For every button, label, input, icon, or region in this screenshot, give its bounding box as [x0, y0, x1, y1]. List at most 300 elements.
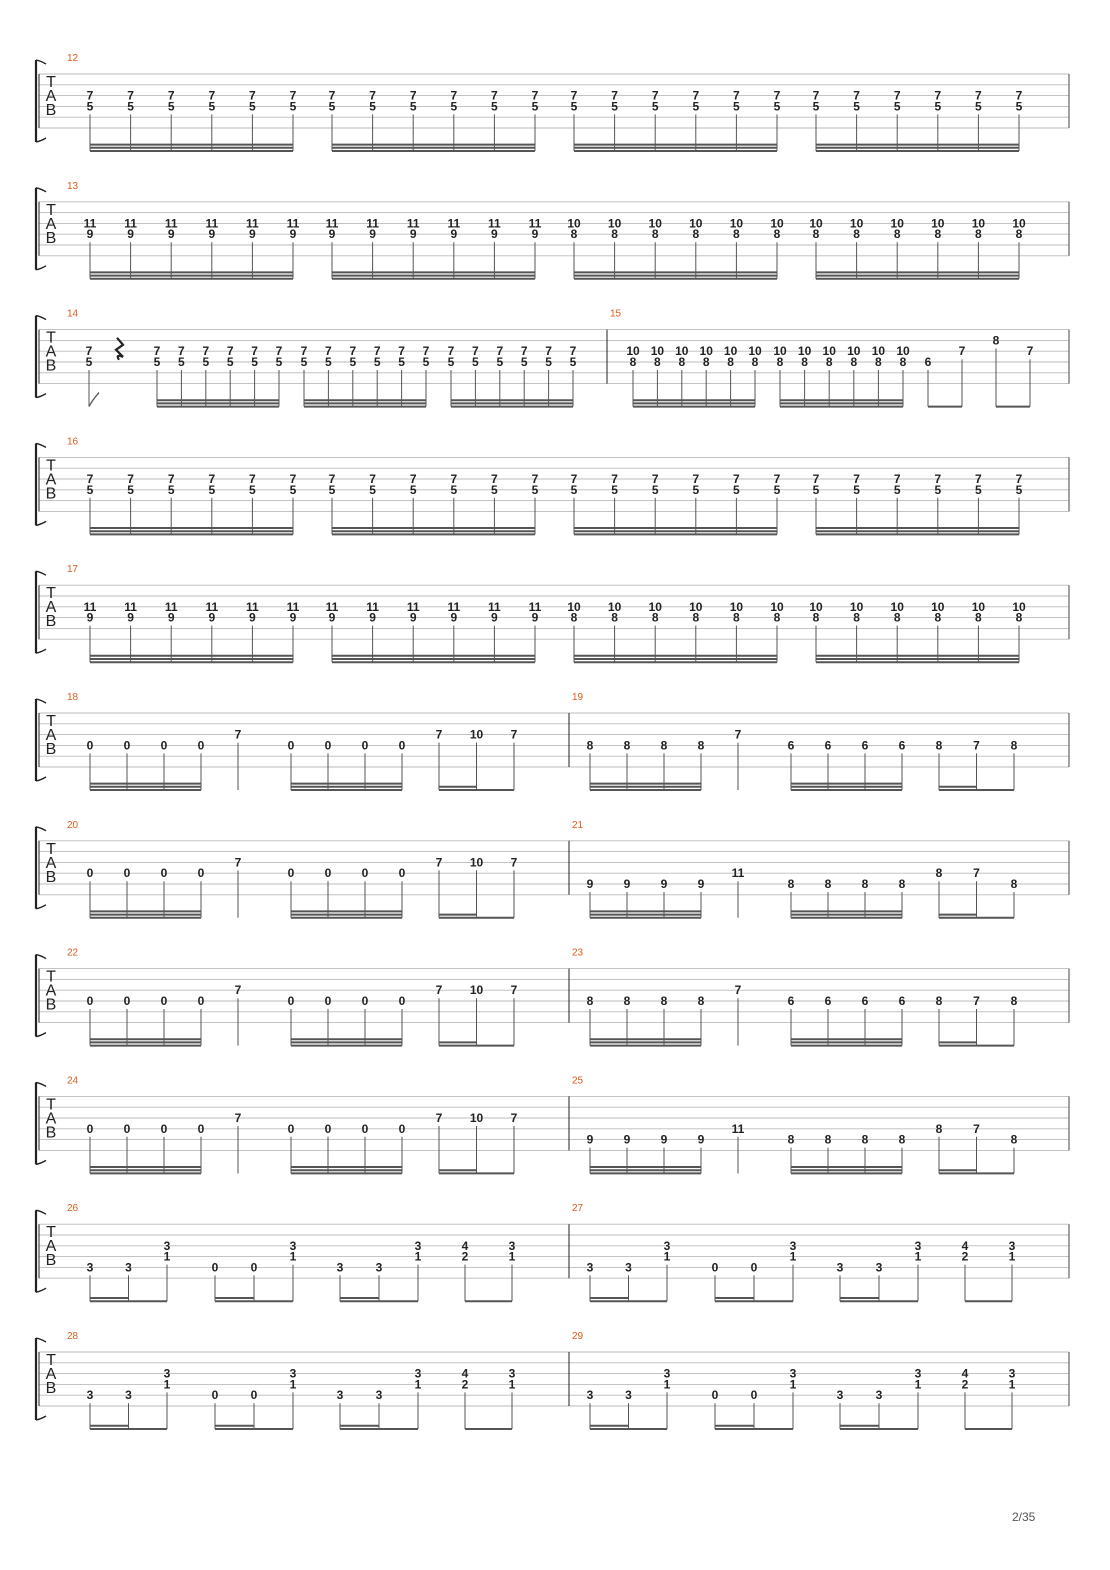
fret-number: 1 [663, 1377, 671, 1392]
fret-number: 5 [447, 355, 455, 369]
fret-number: 7 [328, 472, 336, 486]
measure-number: 27 [572, 1203, 584, 1215]
fret-number: 10 [469, 727, 484, 742]
fret-number: 0 [711, 1260, 719, 1275]
fret-number: 8 [975, 610, 982, 625]
fret-number: 5 [733, 99, 740, 114]
fret-number: 7 [812, 88, 820, 103]
fret-number: 8 [733, 227, 740, 242]
tab-system [36, 564, 1069, 662]
tab-clef-letter: B [45, 357, 57, 375]
fret-number: 9 [127, 610, 134, 625]
fret-number: 7 [569, 344, 577, 359]
fret-number: 8 [861, 1132, 869, 1147]
fret-number: 7 [153, 344, 161, 359]
measure-number: 29 [572, 1331, 584, 1342]
fret-number: 8 [586, 994, 594, 1008]
bracket-hook-top [36, 1082, 46, 1086]
measure-number: 21 [572, 819, 584, 831]
tab-system [36, 309, 1069, 407]
fret-number: 5 [373, 355, 381, 369]
fret-number: 1 [789, 1249, 797, 1264]
fret-number: 8 [611, 610, 618, 625]
fret-number: 5 [422, 355, 430, 369]
fret-number: 8 [702, 355, 710, 369]
fret-number: 7 [409, 88, 417, 103]
fret-number: 0 [160, 866, 168, 881]
fret-number: 5 [893, 99, 901, 114]
fret-number: 5 [127, 482, 134, 497]
fret-number: 5 [812, 482, 820, 497]
fret-number: 10 [849, 216, 864, 231]
note-flag [89, 393, 99, 407]
measure-number: 26 [67, 1203, 79, 1215]
fret-number: 8 [875, 355, 882, 369]
fret-number: 7 [249, 472, 256, 486]
fret-number: 7 [85, 344, 93, 359]
fret-number: 8 [776, 355, 784, 369]
tab-clef-letter: A [45, 215, 57, 233]
fret-number: 10 [931, 216, 945, 231]
fret-number: 0 [160, 1121, 168, 1136]
fret-number: 3 [875, 1260, 883, 1275]
fret-number: 9 [369, 610, 376, 625]
fret-number: 5 [208, 99, 216, 114]
fret-number: 1 [914, 1249, 922, 1264]
tab-clef-letter: T [46, 713, 56, 730]
fret-number: 7 [734, 983, 742, 998]
fret-number: 8 [654, 355, 661, 369]
fret-number: 5 [812, 99, 820, 114]
fret-number: 5 [289, 482, 297, 497]
fret-number: 5 [328, 482, 336, 497]
tab-clef-letter: A [45, 88, 57, 105]
fret-number: 5 [369, 99, 376, 114]
fret-number: 3 [86, 1260, 94, 1275]
fret-number: 7 [651, 472, 659, 486]
fret-number: 11 [124, 216, 137, 231]
fret-number: 11 [528, 216, 542, 231]
fret-number: 8 [898, 1132, 906, 1147]
fret-number: 5 [570, 99, 578, 114]
fret-number: 5 [167, 482, 175, 497]
fret-number: 0 [197, 1121, 205, 1136]
fret-number: 9 [531, 227, 539, 242]
fret-number: 0 [160, 738, 168, 753]
fret-number: 5 [934, 482, 942, 497]
fret-number: 8 [570, 227, 578, 242]
fret-number: 5 [251, 355, 258, 369]
fret-number: 7 [127, 472, 134, 486]
fret-number: 11 [488, 599, 501, 614]
tab-clef-letter: T [46, 74, 56, 91]
fret-number: 5 [202, 355, 210, 369]
fret-number: 10 [971, 599, 986, 614]
fret-number: 7 [531, 88, 539, 103]
fret-number: 8 [570, 610, 578, 625]
fret-number: 0 [211, 1388, 219, 1403]
fret-number: 5 [85, 355, 93, 369]
fret-number: 7 [328, 88, 336, 103]
fret-number: 11 [124, 599, 137, 614]
fret-number: 7 [893, 472, 901, 486]
fret-number: 8 [787, 877, 795, 891]
fret-number: 0 [160, 994, 168, 1008]
fret-number: 3 [86, 1388, 94, 1403]
fret-number: 10 [567, 599, 581, 614]
fret-number: 0 [287, 866, 295, 881]
fret-number: 5 [692, 482, 700, 497]
fret-number: 7 [531, 472, 539, 486]
fret-number: 7 [369, 88, 376, 103]
fret-number: 7 [773, 88, 781, 103]
fret-number: 10 [797, 344, 812, 359]
fret-number: 6 [861, 994, 869, 1008]
fret-number: 7 [973, 994, 980, 1008]
tab-system [36, 53, 1069, 151]
fret-number: 7 [510, 1111, 518, 1125]
fret-number: 7 [973, 866, 980, 881]
fret-number: 7 [1026, 344, 1034, 359]
fret-number: 10 [931, 599, 945, 614]
fret-number: 7 [545, 344, 552, 359]
fret-number: 7 [973, 1121, 980, 1136]
fret-number: 3 [663, 1366, 671, 1381]
tab-clef-letter: A [45, 599, 57, 617]
fret-number: 7 [520, 344, 528, 359]
fret-number: 5 [651, 99, 659, 114]
fret-number: 7 [491, 472, 498, 486]
fret-number: 9 [623, 877, 631, 891]
fret-number: 7 [510, 983, 518, 998]
measure-number: 14 [67, 308, 79, 320]
fret-number: 7 [975, 88, 982, 103]
fret-number: 3 [375, 1388, 383, 1403]
tab-clef-letter: B [45, 868, 57, 886]
fret-number: 5 [569, 355, 577, 369]
fret-number: 9 [660, 1132, 668, 1147]
fret-number: 6 [787, 994, 795, 1008]
fret-number: 5 [450, 482, 458, 497]
fret-number: 11 [406, 216, 420, 231]
fret-number: 8 [678, 355, 686, 369]
fret-number: 8 [824, 877, 832, 891]
fret-number: 9 [697, 877, 705, 891]
fret-number: 8 [824, 1132, 832, 1147]
fret-number: 7 [127, 88, 134, 103]
fret-number: 7 [1015, 88, 1023, 103]
fret-number: 5 [127, 99, 134, 114]
fret-number: 10 [689, 599, 703, 614]
tab-system [36, 1203, 1069, 1301]
fret-number: 10 [748, 344, 762, 359]
fret-number: 10 [871, 344, 886, 359]
fret-number: 5 [692, 99, 700, 114]
fret-number: 11 [246, 216, 259, 231]
bracket-hook-bottom [36, 649, 46, 653]
fret-number: 8 [651, 610, 659, 625]
fret-number: 10 [971, 216, 986, 231]
fret-number: 5 [450, 99, 458, 114]
fret-number: 3 [663, 1238, 671, 1253]
fret-number: 11 [164, 599, 178, 614]
bracket-hook-top [36, 955, 46, 959]
fret-number: 9 [328, 227, 336, 242]
tab-clef-letter: B [45, 102, 57, 119]
fret-number: 0 [750, 1260, 758, 1275]
fret-number: 0 [86, 1121, 94, 1136]
fret-number: 7 [733, 472, 740, 486]
tab-clef-letter: A [45, 854, 57, 872]
fret-number: 0 [211, 1260, 219, 1275]
fret-number: 8 [1010, 994, 1018, 1008]
fret-number: 3 [336, 1388, 344, 1403]
fret-number: 11 [164, 216, 178, 231]
fret-number: 8 [660, 738, 668, 753]
fret-number: 3 [508, 1366, 516, 1381]
fret-number: 11 [83, 216, 97, 231]
fret-number: 10 [773, 344, 787, 359]
fret-number: 5 [531, 99, 539, 114]
fret-number: 11 [205, 599, 219, 614]
fret-number: 4 [461, 1366, 469, 1381]
fret-number: 7 [812, 472, 820, 486]
tab-clef-letter: A [45, 471, 57, 489]
fret-number: 7 [208, 88, 216, 103]
fret-number: 7 [234, 727, 242, 742]
fret-number: 8 [1015, 227, 1023, 242]
fret-number: 0 [197, 866, 205, 881]
fret-number: 3 [508, 1238, 516, 1253]
fret-number: 7 [853, 88, 860, 103]
fret-number: 3 [789, 1238, 797, 1253]
fret-number: 0 [398, 866, 406, 881]
fret-number: 0 [250, 1388, 258, 1403]
fret-number: 7 [234, 983, 242, 998]
fret-number: 11 [83, 599, 97, 614]
fret-number: 0 [361, 1121, 369, 1136]
fret-number: 11 [406, 599, 420, 614]
fret-number: 8 [1010, 877, 1018, 891]
fret-number: 6 [787, 738, 795, 753]
fret-number: 7 [289, 88, 297, 103]
fret-number: 5 [300, 355, 308, 369]
fret-number: 7 [692, 472, 700, 486]
fret-number: 9 [369, 227, 376, 242]
bracket-hook-bottom [36, 905, 46, 909]
fret-number: 2 [961, 1249, 969, 1264]
fret-number: 7 [934, 88, 942, 103]
fret-number: 9 [586, 1132, 594, 1147]
fret-number: 3 [125, 1260, 132, 1275]
fret-number: 8 [697, 994, 705, 1008]
fret-number: 8 [727, 355, 734, 369]
fret-number: 7 [450, 472, 458, 486]
fret-number: 5 [975, 482, 982, 497]
fret-number: 8 [801, 355, 808, 369]
tab-clef-letter: B [45, 1380, 57, 1397]
fret-number: 5 [1015, 99, 1023, 114]
fret-number: 8 [651, 227, 659, 242]
fret-number: 10 [650, 344, 665, 359]
fret-number: 5 [491, 482, 498, 497]
fret-number: 11 [528, 599, 542, 614]
fret-number: 11 [286, 216, 300, 231]
fret-number: 7 [398, 344, 405, 359]
fret-number: 1 [289, 1249, 297, 1264]
fret-number: 7 [958, 344, 966, 359]
fret-number: 9 [450, 227, 458, 242]
bracket-hook-top [36, 188, 46, 192]
fret-number: 8 [899, 355, 907, 369]
fret-number: 11 [366, 216, 379, 231]
fret-number: 7 [373, 344, 381, 359]
fret-number: 0 [398, 738, 406, 753]
fret-number: 10 [607, 216, 622, 231]
fret-number: 8 [935, 866, 943, 881]
fret-number: 8 [751, 355, 759, 369]
fret-number: 7 [692, 88, 700, 103]
fret-number: 7 [733, 88, 740, 103]
fret-number: 0 [123, 994, 131, 1008]
fret-number: 0 [750, 1388, 758, 1403]
fret-number: 5 [153, 355, 161, 369]
measure-number: 13 [67, 180, 79, 192]
fret-number: 7 [234, 855, 242, 870]
bracket-hook-top [36, 1210, 46, 1214]
fret-number: 7 [275, 344, 283, 359]
fret-number: 8 [1010, 1132, 1018, 1147]
fret-number: 0 [123, 738, 131, 753]
bracket-hook-bottom [36, 521, 46, 525]
tab-clef-letter: A [45, 1110, 57, 1128]
fret-number: 9 [409, 610, 417, 625]
fret-number: 7 [167, 88, 175, 103]
measure-number: 24 [67, 1075, 79, 1087]
fret-number: 6 [861, 738, 869, 753]
bracket-hook-top [36, 60, 46, 64]
fret-number: 5 [651, 482, 659, 497]
fret-number: 7 [300, 344, 308, 359]
fret-number: 6 [898, 738, 906, 753]
fret-number: 1 [1008, 1377, 1016, 1392]
tab-system [36, 436, 1069, 534]
fret-number: 9 [531, 610, 539, 625]
fret-number: 8 [853, 227, 860, 242]
fret-number: 3 [336, 1260, 344, 1275]
fret-number: 7 [226, 344, 234, 359]
fret-number: 0 [711, 1388, 719, 1403]
fret-number: 7 [208, 472, 216, 486]
fret-number: 10 [723, 344, 738, 359]
fret-number: 9 [289, 610, 297, 625]
fret-number: 0 [287, 738, 295, 753]
fret-number: 0 [197, 738, 205, 753]
fret-number: 11 [488, 216, 501, 231]
fret-number: 10 [770, 216, 784, 231]
fret-number: 3 [163, 1366, 171, 1381]
fret-number: 1 [789, 1377, 797, 1392]
fret-number: 11 [246, 599, 259, 614]
fret-number: 10 [469, 1111, 484, 1125]
fret-number: 8 [853, 610, 860, 625]
fret-number: 5 [975, 99, 982, 114]
fret-number: 0 [123, 866, 131, 881]
measure-number: 23 [572, 947, 584, 959]
bracket-hook-top [36, 827, 46, 831]
fret-number: 8 [935, 738, 943, 753]
fret-number: 8 [825, 355, 833, 369]
measure-number: 20 [67, 819, 79, 831]
tab-clef-letter: A [45, 1366, 57, 1383]
fret-number: 4 [961, 1238, 969, 1253]
fret-number: 3 [914, 1366, 922, 1381]
fret-number: 7 [249, 88, 256, 103]
fret-number: 8 [898, 877, 906, 891]
fret-number: 3 [836, 1388, 844, 1403]
fret-number: 5 [249, 482, 256, 497]
fret-number: 7 [447, 344, 455, 359]
fret-number: 5 [178, 355, 185, 369]
fret-number: 7 [167, 472, 175, 486]
fret-number: 1 [663, 1249, 671, 1264]
fret-number: 8 [697, 738, 705, 753]
tab-clef-letter: B [45, 741, 57, 758]
fret-number: 7 [251, 344, 258, 359]
fret-number: 3 [625, 1260, 632, 1275]
bracket-hook-top [36, 316, 46, 320]
fret-number: 6 [824, 994, 832, 1008]
bracket-hook-bottom [36, 266, 46, 270]
tab-clef-letter: T [46, 968, 56, 986]
fret-number: 8 [773, 610, 781, 625]
fret-number: 10 [822, 344, 836, 359]
fret-number: 3 [414, 1366, 422, 1381]
fret-number: 0 [398, 1121, 406, 1136]
fret-number: 8 [629, 355, 637, 369]
rest-symbol [116, 338, 123, 360]
fret-number: 0 [324, 738, 332, 753]
fret-number: 8 [623, 994, 631, 1008]
fret-number: 1 [163, 1377, 171, 1392]
fret-number: 8 [934, 227, 942, 242]
measure-number: 22 [67, 947, 79, 959]
bracket-hook-top [36, 699, 46, 703]
fret-number: 0 [123, 1121, 131, 1136]
fret-number: 2 [461, 1377, 469, 1392]
fret-number: 9 [86, 227, 94, 242]
fret-number: 3 [414, 1238, 422, 1253]
fret-number: 5 [369, 482, 376, 497]
fret-number: 0 [361, 738, 369, 753]
fret-number: 7 [934, 472, 942, 486]
fret-number: 5 [853, 482, 860, 497]
fret-number: 7 [491, 88, 498, 103]
bracket-hook-bottom [36, 777, 46, 781]
fret-number: 7 [435, 983, 443, 998]
fret-number: 3 [289, 1366, 297, 1381]
measure-number: 16 [67, 436, 79, 448]
fret-number: 11 [325, 599, 339, 614]
fret-number: 3 [836, 1260, 844, 1275]
fret-number: 7 [570, 472, 578, 486]
fret-number: 7 [86, 88, 94, 103]
fret-number: 7 [651, 88, 659, 103]
fret-number: 5 [86, 482, 94, 497]
fret-number: 9 [208, 610, 216, 625]
fret-number: 10 [699, 344, 713, 359]
fret-number: 10 [469, 983, 484, 998]
